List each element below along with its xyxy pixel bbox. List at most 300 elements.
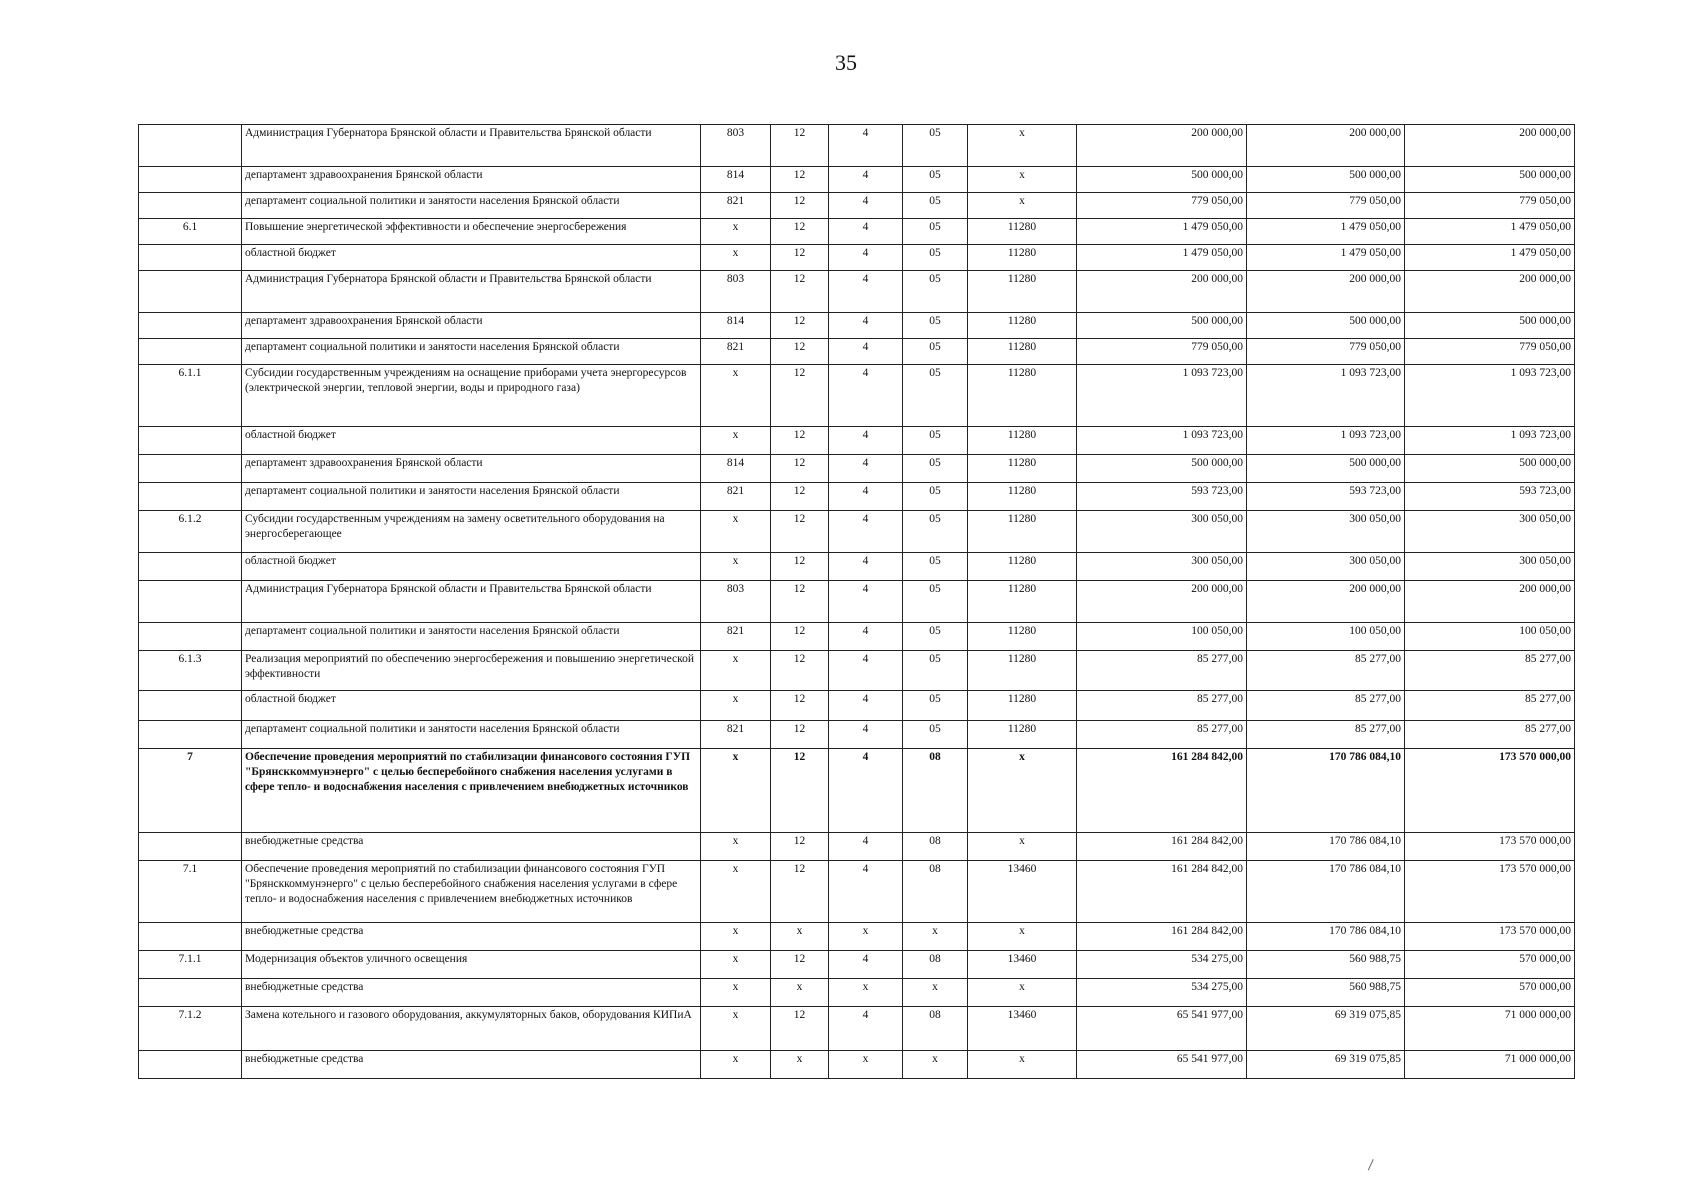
table-row [139, 861, 1575, 923]
amount-year-3: 300 050,00 [1405, 553, 1575, 581]
amount-year-2: 500 000,00 [1247, 167, 1405, 193]
code-subsection: 4 [829, 427, 903, 455]
code-subsection: x [829, 923, 903, 951]
amount-year-3: 1 479 050,00 [1405, 219, 1575, 245]
code-expense-type: 05 [903, 455, 968, 483]
code-subsection: 4 [829, 623, 903, 651]
row-number [139, 193, 242, 219]
amount-year-2: 300 050,00 [1247, 511, 1405, 553]
code-grbs: x [701, 1051, 771, 1079]
amount-year-1: 300 050,00 [1077, 511, 1247, 553]
code-target: x [968, 167, 1077, 193]
amount-year-1: 100 050,00 [1077, 623, 1247, 651]
row-number: 7.1 [139, 861, 242, 923]
row-number: 7 [139, 749, 242, 833]
amount-year-2: 500 000,00 [1247, 455, 1405, 483]
amount-year-1: 1 093 723,00 [1077, 365, 1247, 427]
code-subsection: 4 [829, 861, 903, 923]
code-target: x [968, 749, 1077, 833]
row-name: департамент социальной политики и занятости населения Брянской области [242, 193, 701, 219]
code-section: 12 [771, 691, 829, 721]
table-row [139, 749, 1575, 833]
code-expense-type: x [903, 1051, 968, 1079]
code-subsection: 4 [829, 483, 903, 511]
amount-year-1: 300 050,00 [1077, 553, 1247, 581]
code-grbs: x [701, 951, 771, 979]
row-number: 6.1.1 [139, 365, 242, 427]
row-number [139, 833, 242, 861]
amount-year-2: 69 319 075,85 [1247, 1007, 1405, 1051]
code-section: 12 [771, 483, 829, 511]
table-row [139, 651, 1575, 691]
row-name: областной бюджет [242, 245, 701, 271]
code-expense-type: 08 [903, 833, 968, 861]
code-section: 12 [771, 125, 829, 167]
amount-year-2: 779 050,00 [1247, 193, 1405, 219]
amount-year-1: 779 050,00 [1077, 339, 1247, 365]
amount-year-1: 200 000,00 [1077, 125, 1247, 167]
code-grbs: x [701, 427, 771, 455]
amount-year-1: 593 723,00 [1077, 483, 1247, 511]
amount-year-2: 170 786 084,10 [1247, 833, 1405, 861]
table-row [139, 951, 1575, 979]
amount-year-2: 200 000,00 [1247, 125, 1405, 167]
code-subsection: 4 [829, 245, 903, 271]
amount-year-1: 161 284 842,00 [1077, 833, 1247, 861]
row-name: департамент социальной политики и занятости населения Брянской области [242, 339, 701, 365]
code-target: 11280 [968, 581, 1077, 623]
code-grbs: 814 [701, 167, 771, 193]
code-grbs: x [701, 553, 771, 581]
code-grbs: x [701, 245, 771, 271]
amount-year-2: 170 786 084,10 [1247, 861, 1405, 923]
code-target: x [968, 923, 1077, 951]
code-subsection: 4 [829, 691, 903, 721]
code-subsection: 4 [829, 511, 903, 553]
amount-year-1: 779 050,00 [1077, 193, 1247, 219]
row-number [139, 427, 242, 455]
code-subsection: 4 [829, 951, 903, 979]
code-subsection: 4 [829, 219, 903, 245]
row-name: департамент социальной политики и занятости населения Брянской области [242, 483, 701, 511]
amount-year-2: 500 000,00 [1247, 313, 1405, 339]
code-expense-type: 08 [903, 1007, 968, 1051]
amount-year-2: 1 093 723,00 [1247, 365, 1405, 427]
amount-year-3: 85 277,00 [1405, 721, 1575, 749]
code-expense-type: 05 [903, 245, 968, 271]
row-number [139, 245, 242, 271]
amount-year-1: 1 479 050,00 [1077, 245, 1247, 271]
amount-year-1: 1 093 723,00 [1077, 427, 1247, 455]
code-expense-type: 05 [903, 193, 968, 219]
code-grbs: x [701, 691, 771, 721]
code-subsection: 4 [829, 365, 903, 427]
amount-year-2: 300 050,00 [1247, 553, 1405, 581]
code-expense-type: 05 [903, 313, 968, 339]
code-subsection: x [829, 1051, 903, 1079]
code-target: x [968, 193, 1077, 219]
table-row [139, 721, 1575, 749]
code-grbs: x [701, 219, 771, 245]
code-grbs: 821 [701, 623, 771, 651]
code-subsection: 4 [829, 167, 903, 193]
code-subsection: 4 [829, 125, 903, 167]
code-expense-type: 05 [903, 581, 968, 623]
table-row [139, 455, 1575, 483]
amount-year-3: 200 000,00 [1405, 125, 1575, 167]
amount-year-3: 500 000,00 [1405, 455, 1575, 483]
code-grbs: x [701, 749, 771, 833]
code-target: 11280 [968, 721, 1077, 749]
code-section: x [771, 923, 829, 951]
code-target: 13460 [968, 861, 1077, 923]
code-expense-type: 05 [903, 721, 968, 749]
row-name: Администрация Губернатора Брянской области и Правительства Брянской области [242, 271, 701, 313]
code-section: 12 [771, 749, 829, 833]
code-expense-type: x [903, 923, 968, 951]
row-number [139, 483, 242, 511]
row-name: Модернизация объектов уличного освещения [242, 951, 701, 979]
code-section: 12 [771, 581, 829, 623]
code-grbs: x [701, 651, 771, 691]
table-row [139, 219, 1575, 245]
amount-year-3: 71 000 000,00 [1405, 1007, 1575, 1051]
code-expense-type: x [903, 979, 968, 1007]
row-name: внебюджетные средства [242, 979, 701, 1007]
code-grbs: x [701, 365, 771, 427]
table-row [139, 339, 1575, 365]
code-grbs: x [701, 511, 771, 553]
row-number [139, 691, 242, 721]
code-expense-type: 05 [903, 271, 968, 313]
row-name: департамент социальной политики и занятости населения Брянской области [242, 721, 701, 749]
code-grbs: x [701, 861, 771, 923]
row-number: 6.1.2 [139, 511, 242, 553]
code-section: 12 [771, 455, 829, 483]
table-row [139, 1007, 1575, 1051]
code-expense-type: 05 [903, 167, 968, 193]
code-subsection: 4 [829, 651, 903, 691]
table-row [139, 691, 1575, 721]
amount-year-2: 560 988,75 [1247, 951, 1405, 979]
table-row [139, 623, 1575, 651]
row-name: областной бюджет [242, 427, 701, 455]
amount-year-2: 100 050,00 [1247, 623, 1405, 651]
table-row [139, 979, 1575, 1007]
amount-year-1: 500 000,00 [1077, 167, 1247, 193]
amount-year-3: 173 570 000,00 [1405, 861, 1575, 923]
amount-year-3: 300 050,00 [1405, 511, 1575, 553]
code-section: 12 [771, 833, 829, 861]
amount-year-1: 85 277,00 [1077, 721, 1247, 749]
row-name: внебюджетные средства [242, 1051, 701, 1079]
row-name: Замена котельного и газового оборудования, аккумуляторных баков, оборудования КИПиА [242, 1007, 701, 1051]
row-number: 6.1 [139, 219, 242, 245]
row-number [139, 721, 242, 749]
amount-year-1: 500 000,00 [1077, 313, 1247, 339]
code-section: 12 [771, 193, 829, 219]
table-row [139, 553, 1575, 581]
row-number [139, 455, 242, 483]
code-section: x [771, 979, 829, 1007]
amount-year-3: 1 479 050,00 [1405, 245, 1575, 271]
code-section: 12 [771, 623, 829, 651]
amount-year-2: 200 000,00 [1247, 271, 1405, 313]
code-expense-type: 05 [903, 483, 968, 511]
row-number [139, 623, 242, 651]
table-row [139, 511, 1575, 553]
row-name: Обеспечение проведения мероприятий по стабилизации финансового состояния ГУП "Брянсккоммунэнерго" с целью бесперебойного снабжения населения услугами в сфере тепло- и водоснабжения населения с привлечением внебюджетных источников [242, 861, 701, 923]
amount-year-1: 65 541 977,00 [1077, 1051, 1247, 1079]
code-target: 11280 [968, 271, 1077, 313]
amount-year-3: 173 570 000,00 [1405, 833, 1575, 861]
code-section: 12 [771, 651, 829, 691]
code-subsection: 4 [829, 271, 903, 313]
amount-year-2: 170 786 084,10 [1247, 923, 1405, 951]
amount-year-3: 200 000,00 [1405, 581, 1575, 623]
row-number [139, 1051, 242, 1079]
row-name: Повышение энергетической эффективности и обеспечение энергосбережения [242, 219, 701, 245]
code-grbs: 821 [701, 339, 771, 365]
code-expense-type: 05 [903, 691, 968, 721]
row-name: Реализация мероприятий по обеспечению энергосбережения и повышению энергетической эффективности [242, 651, 701, 691]
amount-year-2: 69 319 075,85 [1247, 1051, 1405, 1079]
amount-year-2: 1 479 050,00 [1247, 219, 1405, 245]
row-number [139, 581, 242, 623]
table-row [139, 427, 1575, 455]
code-section: 12 [771, 861, 829, 923]
row-number [139, 313, 242, 339]
code-grbs: x [701, 979, 771, 1007]
code-subsection: 4 [829, 313, 903, 339]
code-subsection: 4 [829, 581, 903, 623]
code-grbs: 821 [701, 193, 771, 219]
table-row [139, 365, 1575, 427]
code-section: 12 [771, 721, 829, 749]
row-number: 7.1.2 [139, 1007, 242, 1051]
code-subsection: 4 [829, 833, 903, 861]
code-target: 11280 [968, 339, 1077, 365]
code-target: 11280 [968, 623, 1077, 651]
pen-mark [1368, 1159, 1379, 1173]
row-name: департамент здравоохранения Брянской области [242, 455, 701, 483]
amount-year-2: 1 093 723,00 [1247, 427, 1405, 455]
code-section: 12 [771, 219, 829, 245]
row-number [139, 979, 242, 1007]
table-row [139, 193, 1575, 219]
amount-year-3: 779 050,00 [1405, 339, 1575, 365]
amount-year-2: 560 988,75 [1247, 979, 1405, 1007]
row-number [139, 339, 242, 365]
code-subsection: 4 [829, 455, 903, 483]
row-name: областной бюджет [242, 553, 701, 581]
row-number [139, 553, 242, 581]
row-name: внебюджетные средства [242, 833, 701, 861]
code-expense-type: 05 [903, 365, 968, 427]
code-expense-type: 05 [903, 511, 968, 553]
code-target: 11280 [968, 313, 1077, 339]
table-row [139, 313, 1575, 339]
code-expense-type: 08 [903, 951, 968, 979]
code-target: x [968, 125, 1077, 167]
code-section: 12 [771, 365, 829, 427]
code-expense-type: 05 [903, 339, 968, 365]
amount-year-3: 570 000,00 [1405, 951, 1575, 979]
amount-year-3: 1 093 723,00 [1405, 427, 1575, 455]
code-section: x [771, 1051, 829, 1079]
amount-year-3: 100 050,00 [1405, 623, 1575, 651]
row-name: департамент здравоохранения Брянской области [242, 167, 701, 193]
code-target: x [968, 979, 1077, 1007]
code-section: 12 [771, 245, 829, 271]
amount-year-2: 85 277,00 [1247, 721, 1405, 749]
code-expense-type: 05 [903, 125, 968, 167]
code-expense-type: 08 [903, 861, 968, 923]
code-section: 12 [771, 1007, 829, 1051]
code-target: x [968, 1051, 1077, 1079]
code-target: 11280 [968, 553, 1077, 581]
table-row [139, 1051, 1575, 1079]
code-section: 12 [771, 339, 829, 365]
code-grbs: 803 [701, 581, 771, 623]
amount-year-1: 534 275,00 [1077, 951, 1247, 979]
amount-year-3: 200 000,00 [1405, 271, 1575, 313]
amount-year-3: 779 050,00 [1405, 193, 1575, 219]
amount-year-1: 65 541 977,00 [1077, 1007, 1247, 1051]
code-section: 12 [771, 511, 829, 553]
code-subsection: 4 [829, 339, 903, 365]
row-name: Администрация Губернатора Брянской области и Правительства Брянской области [242, 125, 701, 167]
code-target: 11280 [968, 651, 1077, 691]
row-name: Обеспечение проведения мероприятий по стабилизации финансового состояния ГУП "Брянсккоммунэнерго" с целью бесперебойного снабжения населения услугами в сфере тепло- и водоснабжения населения с привлечением внебюджетных источников [242, 749, 701, 833]
row-number [139, 271, 242, 313]
table-row [139, 483, 1575, 511]
row-name: Субсидии государственным учреждениям на замену осветительного оборудования на энергосберегающее [242, 511, 701, 553]
row-name: департамент социальной политики и занятости населения Брянской области [242, 623, 701, 651]
code-subsection: 4 [829, 749, 903, 833]
row-name: внебюджетные средства [242, 923, 701, 951]
row-name: Администрация Губернатора Брянской области и Правительства Брянской области [242, 581, 701, 623]
code-grbs: x [701, 1007, 771, 1051]
code-target: 11280 [968, 219, 1077, 245]
code-expense-type: 05 [903, 427, 968, 455]
row-number [139, 923, 242, 951]
code-target: 11280 [968, 483, 1077, 511]
code-grbs: 803 [701, 271, 771, 313]
amount-year-1: 200 000,00 [1077, 581, 1247, 623]
row-name: департамент здравоохранения Брянской области [242, 313, 701, 339]
code-section: 12 [771, 271, 829, 313]
code-subsection: 4 [829, 193, 903, 219]
table-row [139, 125, 1575, 167]
amount-year-1: 534 275,00 [1077, 979, 1247, 1007]
code-target: 11280 [968, 455, 1077, 483]
code-grbs: 803 [701, 125, 771, 167]
code-expense-type: 05 [903, 219, 968, 245]
code-subsection: 4 [829, 553, 903, 581]
table-body [139, 125, 1575, 1079]
code-target: 13460 [968, 951, 1077, 979]
table-row [139, 245, 1575, 271]
code-section: 12 [771, 167, 829, 193]
code-grbs: 821 [701, 721, 771, 749]
amount-year-3: 85 277,00 [1405, 691, 1575, 721]
code-target: 11280 [968, 511, 1077, 553]
amount-year-1: 161 284 842,00 [1077, 923, 1247, 951]
code-subsection: 4 [829, 1007, 903, 1051]
amount-year-2: 1 479 050,00 [1247, 245, 1405, 271]
code-target: x [968, 833, 1077, 861]
amount-year-1: 85 277,00 [1077, 651, 1247, 691]
amount-year-3: 1 093 723,00 [1405, 365, 1575, 427]
amount-year-3: 85 277,00 [1405, 651, 1575, 691]
code-section: 12 [771, 951, 829, 979]
row-name: областной бюджет [242, 691, 701, 721]
amount-year-2: 85 277,00 [1247, 691, 1405, 721]
amount-year-3: 500 000,00 [1405, 313, 1575, 339]
row-number [139, 167, 242, 193]
amount-year-1: 1 479 050,00 [1077, 219, 1247, 245]
table-row [139, 271, 1575, 313]
code-grbs: 821 [701, 483, 771, 511]
amount-year-1: 85 277,00 [1077, 691, 1247, 721]
amount-year-2: 170 786 084,10 [1247, 749, 1405, 833]
amount-year-3: 593 723,00 [1405, 483, 1575, 511]
amount-year-3: 570 000,00 [1405, 979, 1575, 1007]
code-target: 11280 [968, 245, 1077, 271]
amount-year-2: 593 723,00 [1247, 483, 1405, 511]
amount-year-1: 500 000,00 [1077, 455, 1247, 483]
table-row [139, 923, 1575, 951]
code-target: 11280 [968, 427, 1077, 455]
table-row [139, 167, 1575, 193]
amount-year-3: 71 000 000,00 [1405, 1051, 1575, 1079]
budget-table [138, 124, 1575, 1079]
code-expense-type: 05 [903, 553, 968, 581]
code-subsection: x [829, 979, 903, 1007]
code-target: 13460 [968, 1007, 1077, 1051]
table-row [139, 581, 1575, 623]
code-subsection: 4 [829, 721, 903, 749]
amount-year-1: 161 284 842,00 [1077, 861, 1247, 923]
amount-year-2: 779 050,00 [1247, 339, 1405, 365]
code-grbs: 814 [701, 313, 771, 339]
row-number [139, 125, 242, 167]
row-name: Субсидии государственным учреждениям на оснащение приборами учета энергоресурсов (электрической энергии, тепловой энергии, воды и природного газа) [242, 365, 701, 427]
amount-year-3: 173 570 000,00 [1405, 749, 1575, 833]
code-grbs: x [701, 833, 771, 861]
code-section: 12 [771, 427, 829, 455]
code-expense-type: 05 [903, 623, 968, 651]
code-target: 11280 [968, 365, 1077, 427]
code-section: 12 [771, 553, 829, 581]
code-grbs: 814 [701, 455, 771, 483]
amount-year-1: 200 000,00 [1077, 271, 1247, 313]
table-row [139, 833, 1575, 861]
code-section: 12 [771, 313, 829, 339]
row-number: 7.1.1 [139, 951, 242, 979]
row-number: 6.1.3 [139, 651, 242, 691]
amount-year-2: 200 000,00 [1247, 581, 1405, 623]
amount-year-2: 85 277,00 [1247, 651, 1405, 691]
code-grbs: x [701, 923, 771, 951]
page-number: 35 [835, 50, 857, 75]
code-target: 11280 [968, 691, 1077, 721]
amount-year-1: 161 284 842,00 [1077, 749, 1247, 833]
code-expense-type: 08 [903, 749, 968, 833]
code-expense-type: 05 [903, 651, 968, 691]
amount-year-3: 500 000,00 [1405, 167, 1575, 193]
